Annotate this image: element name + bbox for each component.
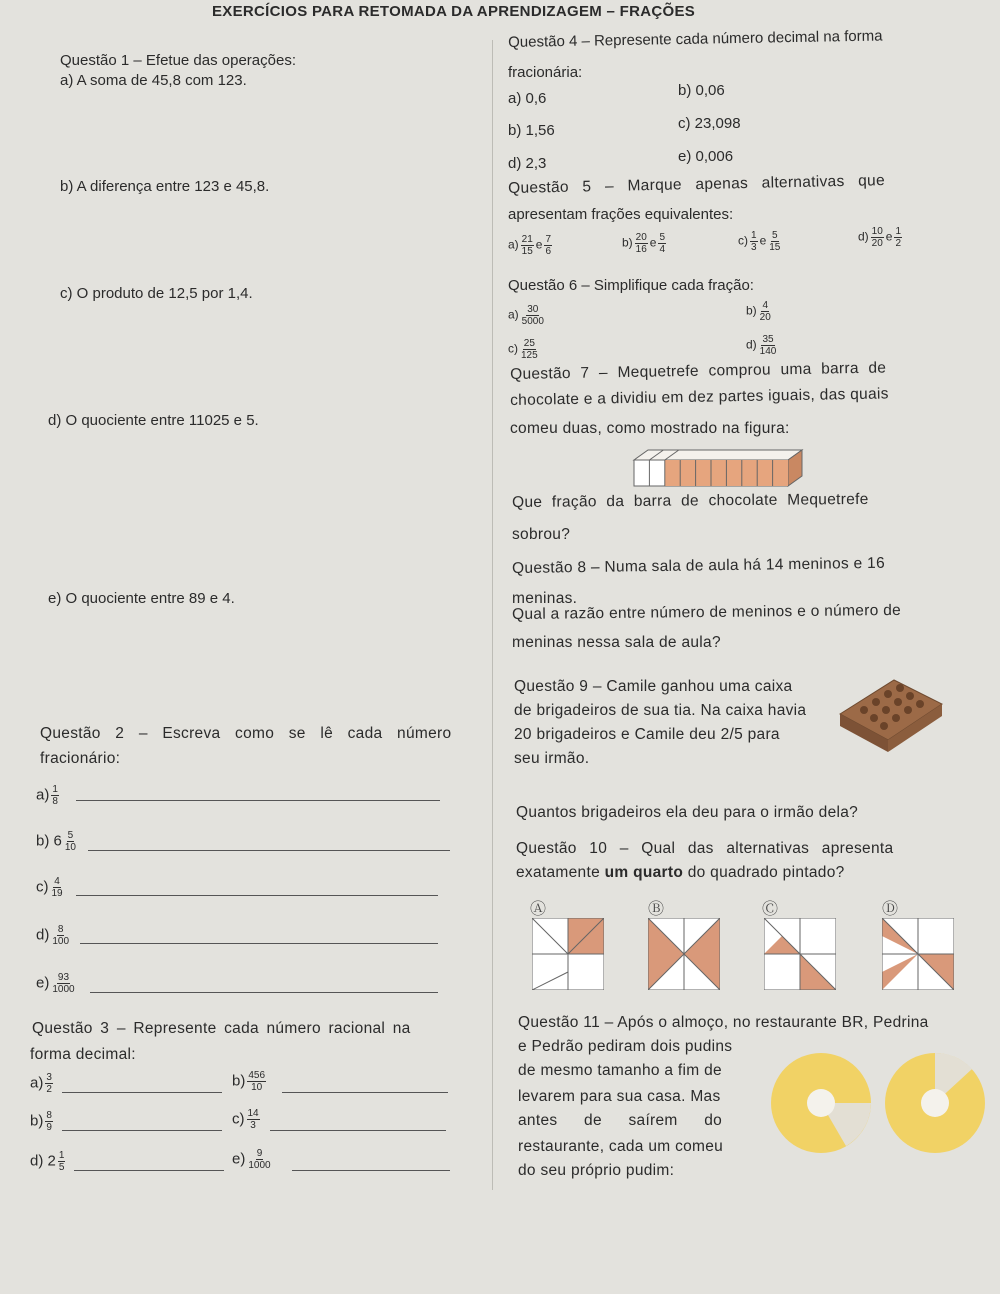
q10-line-2: exatamente um quarto do quadrado pintado?	[516, 864, 845, 881]
q8-line-4: meninas nessa sala de aula?	[512, 634, 721, 651]
fraction: $\frac{3}{2}$	[46, 1072, 52, 1095]
q8-line-1: Questão 8 – Numa sala de aula há 14 meninos e 16	[512, 554, 886, 577]
fraction: $\frac{4}{19}$	[51, 876, 63, 899]
q5-option-c[interactable]: c) $\frac{1}{3}$ e $\frac{5}{15}$	[738, 230, 781, 253]
q3-heading-2: forma decimal:	[30, 1046, 136, 1063]
q2-heading-2: fracionário:	[40, 750, 121, 767]
q6-item-c: c) $\frac{25}{125}$	[508, 338, 538, 361]
q9-line-5: Quantos brigadeiros ela deu para o irmão dela?	[516, 804, 859, 821]
answer-line[interactable]	[80, 943, 438, 944]
q3-item: b) $\frac{456}{10}$	[232, 1070, 266, 1093]
fraction: $\frac{5}{10}$	[64, 830, 76, 853]
column-divider	[492, 40, 493, 1190]
q1-item-d: d) O quociente entre 11025 e 5.	[48, 412, 259, 429]
answer-line[interactable]	[292, 1170, 450, 1171]
q10-option-b-square[interactable]	[648, 918, 720, 990]
q2-item: d) $\frac{8}{100}$	[36, 924, 70, 947]
answer-line[interactable]	[270, 1130, 446, 1131]
q8-line-3: Qual a razão entre número de meninos e o número de	[512, 601, 902, 623]
q11-line-2: e Pedrão pediram dois pudins	[518, 1038, 733, 1055]
answer-line[interactable]	[76, 800, 440, 801]
q7-line-2: chocolate e a dividiu em dez partes iguais, das quais	[510, 385, 889, 409]
q3-item: c) $\frac{14}{3}$	[232, 1108, 259, 1131]
q11-line-4: levarem para sua casa. Mas	[518, 1088, 721, 1105]
answer-line[interactable]	[62, 1130, 222, 1131]
q10-line-1: Questão 10 – Qual das alternativas apresenta	[516, 840, 894, 857]
q3-item: e) $\frac{9}{1000}$	[232, 1148, 271, 1171]
q3-item: a) $\frac{3}{2}$	[30, 1072, 52, 1095]
q9-line-3: 20 brigadeiros e Camile deu 2/5 para	[514, 726, 780, 743]
q4-item-c: c) 23,098	[678, 115, 741, 132]
pudding-1-image	[770, 1052, 872, 1154]
q4-item-a: a) 0,6	[508, 90, 547, 107]
q1-item-b: b) A diferença entre 123 e 45,8.	[60, 178, 270, 195]
q4-item-d: d) 2,3	[508, 155, 547, 172]
q10-option-d-square[interactable]	[882, 918, 954, 990]
q1-heading: Questão 1 – Efetue das operações:	[60, 52, 296, 69]
q6-item-d: d) $\frac{35}{140}$	[746, 334, 777, 357]
q5-option-d[interactable]: d) $\frac{10}{20}$ e $\frac{1}{2}$	[858, 226, 902, 249]
q11-line-6: restaurante, cada um comeu	[518, 1138, 724, 1155]
q5-option-b[interactable]: b) $\frac{20}{16}$ e $\frac{5}{4}$	[622, 232, 666, 255]
fraction: $\frac{1}{8}$	[52, 784, 58, 807]
q4-item-b: b) 0,06	[678, 82, 725, 99]
q10-option-d-label[interactable]: Ⓓ	[882, 901, 899, 918]
q7-line-3: comeu duas, como mostrado na figura:	[510, 420, 790, 437]
q2-heading: Questão 2 – Escreva como se lê cada número	[40, 725, 452, 742]
q3-heading: Questão 3 – Represente cada número racional na	[32, 1020, 411, 1037]
q6-item-a: a) $\frac{30}{5000}$	[508, 304, 544, 327]
answer-line[interactable]	[62, 1092, 222, 1093]
q2-item: b) 6 $\frac{5}{10}$	[36, 830, 76, 853]
q5-heading-2: apresentam frações equivalentes:	[508, 206, 734, 223]
q7-line-1: Questão 7 – Mequetrefe comprou uma barra de	[510, 359, 887, 383]
q10-option-a-label[interactable]: Ⓐ	[530, 901, 547, 918]
pudding-2-image	[884, 1052, 986, 1154]
q11-line-5: antes de saírem do	[518, 1112, 723, 1129]
answer-line[interactable]	[76, 895, 438, 896]
q7-line-5: sobrou?	[512, 526, 571, 543]
q3-item: b) $\frac{8}{9}$	[30, 1110, 52, 1133]
fraction: $\frac{93}{1000}$	[52, 972, 75, 995]
q1-item-a: a) A soma de 45,8 com 123.	[60, 72, 247, 89]
q6-heading: Questão 6 – Simplifique cada fração:	[508, 277, 754, 294]
q6-item-b: b) $\frac{4}{20}$	[746, 300, 771, 323]
fraction: $\frac{1}{5}$	[58, 1150, 65, 1173]
q2-item: c) $\frac{4}{19}$	[36, 876, 63, 899]
q2-item: e) $\frac{93}{1000}$	[36, 972, 75, 995]
fraction: $\frac{456}{10}$	[248, 1070, 266, 1093]
q9-line-4: seu irmão.	[514, 750, 590, 767]
answer-line[interactable]	[90, 992, 438, 993]
q5-heading: Questão 5 – Marque apenas alternativas que	[508, 172, 886, 197]
answer-line[interactable]	[88, 850, 450, 851]
q4-heading: Questão 4 – Represente cada número decimal na forma	[508, 27, 883, 51]
q1-item-c: c) O produto de 12,5 por 1,4.	[60, 285, 253, 302]
q4-item-e: e) 0,006	[678, 148, 734, 165]
q5-option-a[interactable]: a) $\frac{21}{15}$ e $\frac{7}{6}$	[508, 234, 552, 257]
answer-line[interactable]	[74, 1170, 224, 1171]
brigadeiro-box-image	[834, 674, 946, 762]
q11-line-1: Questão 11 – Após o almoço, no restaurante BR, Pedrina	[518, 1014, 929, 1031]
q10-option-b-label[interactable]: Ⓑ	[648, 901, 665, 918]
answer-line[interactable]	[282, 1092, 448, 1093]
q11-line-3: de mesmo tamanho a fim de	[518, 1062, 722, 1079]
q9-line-2: de brigadeiros de sua tia. Na caixa havia	[514, 702, 807, 719]
q10-option-c-label[interactable]: Ⓒ	[762, 901, 779, 918]
q1-item-e: e) O quociente entre 89 e 4.	[48, 590, 235, 607]
q10-option-a-square[interactable]	[532, 918, 604, 990]
q2-item: a) $\frac{1}{8}$	[36, 784, 58, 807]
q3-item: d) 2 $\frac{1}{5}$	[30, 1150, 65, 1173]
q8-line-2: meninas.	[512, 590, 578, 607]
fraction: $\frac{14}{3}$	[247, 1108, 259, 1131]
q11-line-7: do seu próprio pudim:	[518, 1162, 675, 1179]
fraction: $\frac{9}{1000}$	[248, 1148, 271, 1171]
q9-line-1: Questão 9 – Camile ganhou uma caixa	[514, 678, 793, 695]
fraction: $\frac{8}{100}$	[52, 924, 70, 947]
q4-item-b2: b) 1,56	[508, 122, 555, 139]
q10-option-c-square[interactable]	[764, 918, 836, 990]
fraction: $\frac{8}{9}$	[46, 1110, 52, 1133]
q7-line-4: Que fração da barra de chocolate Mequetrefe	[512, 490, 869, 511]
q4-heading-2: fracionária:	[508, 64, 583, 81]
chocolate-bar-figure	[630, 446, 810, 488]
page-title: EXERCÍCIOS PARA RETOMADA DA APRENDIZAGEM – FRAÇÕES	[212, 3, 696, 20]
